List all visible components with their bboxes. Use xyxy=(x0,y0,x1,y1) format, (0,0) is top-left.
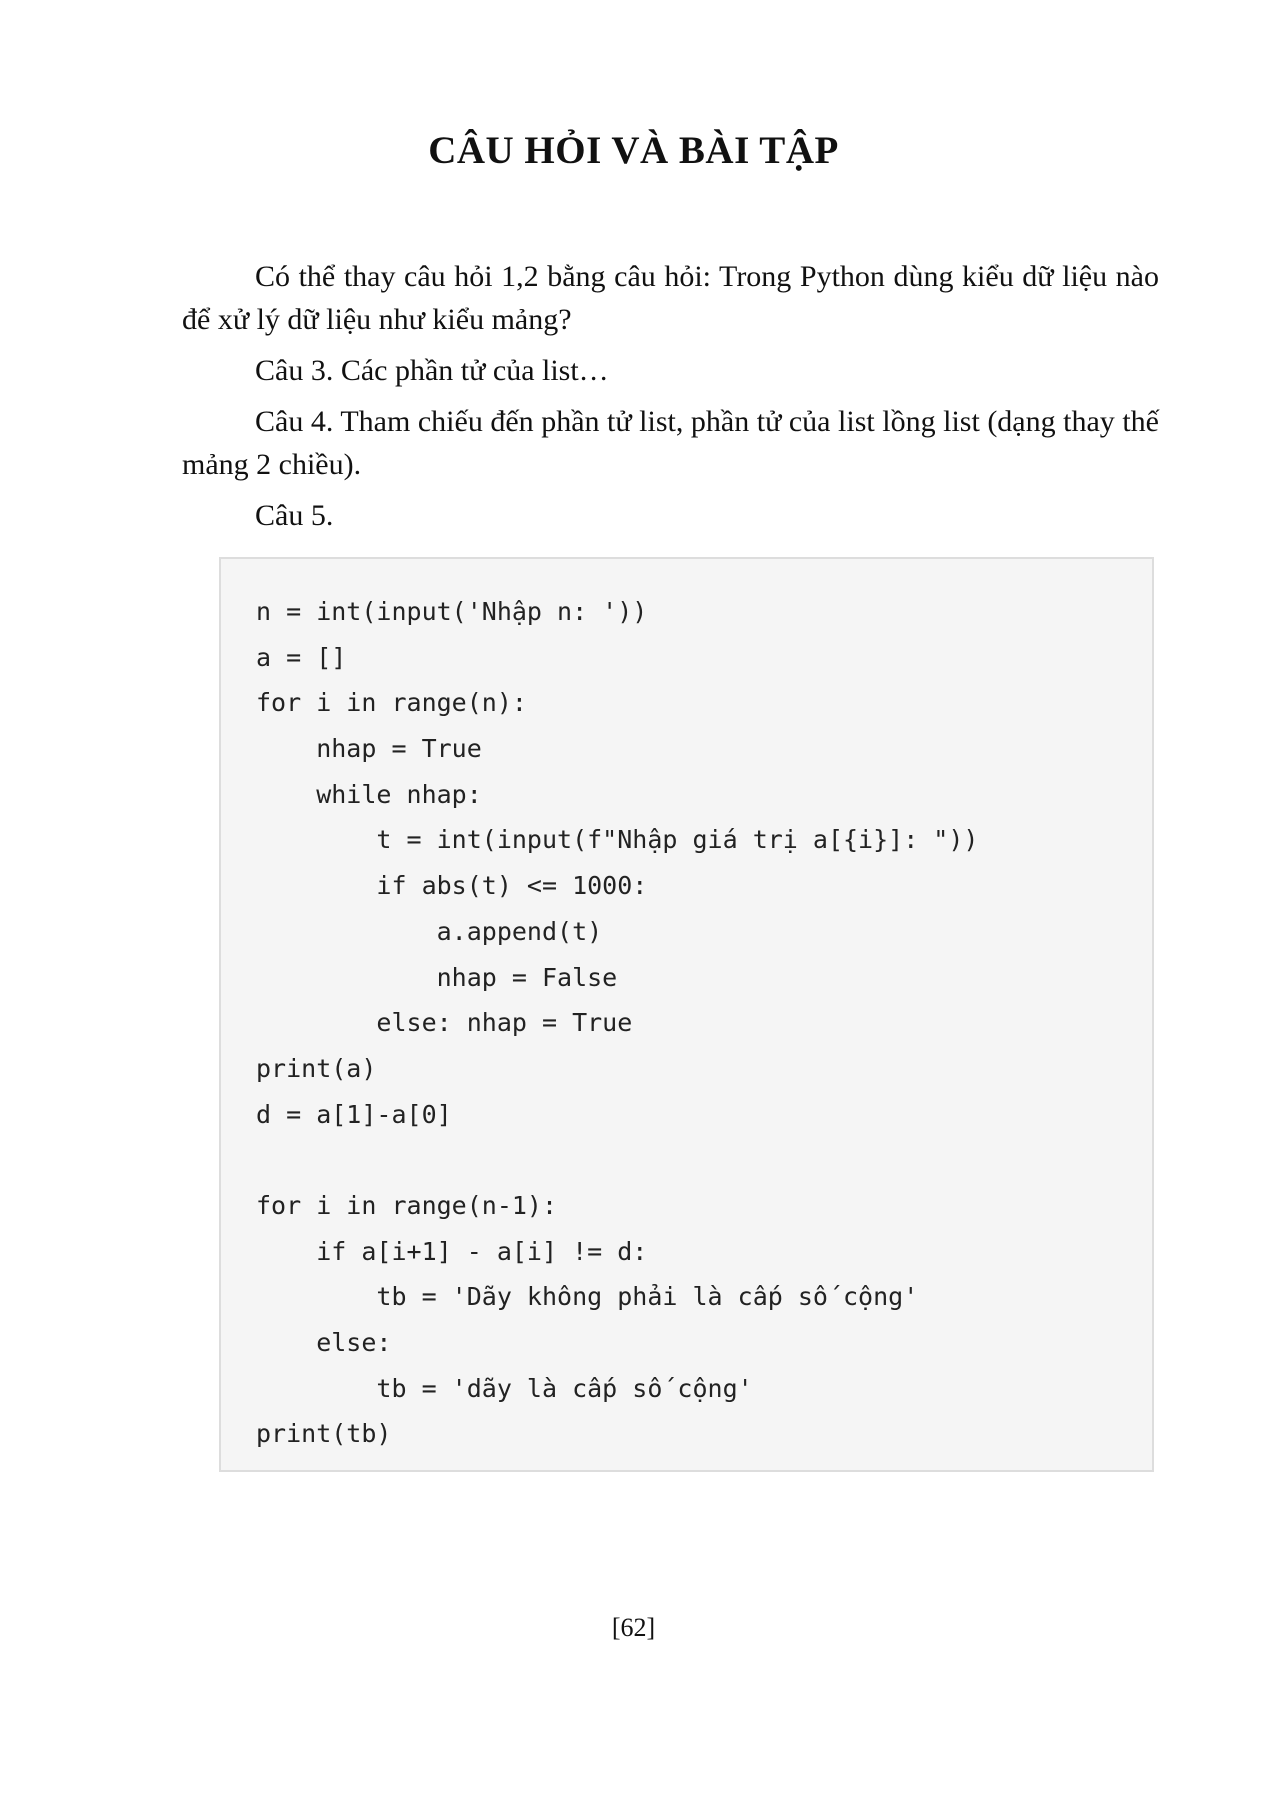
code-line: for i in range(n-1): xyxy=(256,1190,558,1220)
code-line: while nhap: xyxy=(256,779,482,809)
code-line: for i in range(n): xyxy=(256,688,527,718)
paragraph-intro: Có thể thay câu hỏi 1,2 bằng câu hỏi: Trong Python dùng kiểu dữ liệu nào để xử lý dữ liệu như kiểu mảng? xyxy=(182,260,1159,336)
code-line: if abs(t) <= 1000: xyxy=(256,871,648,901)
page-number: [62] xyxy=(611,1613,656,1642)
page-title: CÂU HỎI VÀ BÀI TẬP xyxy=(428,129,839,172)
code-line: a = [] xyxy=(256,642,347,672)
paragraph-cau-5: Câu 5. xyxy=(255,499,334,532)
paragraph-cau-4: Câu 4. Tham chiếu đến phần tử list, phần tử của list lồng list (dạng thay thế mảng 2 chiều). xyxy=(182,405,1159,481)
code-line: n = int(input('Nhập n: ')) xyxy=(256,597,648,626)
code-block xyxy=(219,557,1154,1472)
code-line: t = int(input(f"Nhập giá trị a[{i}]: ")) xyxy=(256,825,979,855)
code-line: nhap = False xyxy=(256,962,618,992)
code-line: a.append(t) xyxy=(256,916,603,946)
code-line: print(tb) xyxy=(256,1419,392,1449)
code-line: d = a[1]-a[0] xyxy=(256,1099,452,1129)
code-line: tb = 'Dãy không phải là cấp số cộng' xyxy=(256,1282,919,1312)
code-line: print(a) xyxy=(256,1053,377,1083)
code-line: tb = 'dãy là cấp số cộng' xyxy=(256,1373,753,1403)
code-line: nhap = True xyxy=(256,734,482,764)
paragraph-cau-3: Câu 3. Các phần tử của list… xyxy=(255,354,609,387)
code-line-blank xyxy=(256,1137,1152,1183)
code-line: else: nhap = True xyxy=(256,1008,633,1038)
code-line: else: xyxy=(256,1328,392,1357)
code-line: if a[i+1] - a[i] != d: xyxy=(256,1236,648,1266)
body-text xyxy=(182,255,1159,545)
